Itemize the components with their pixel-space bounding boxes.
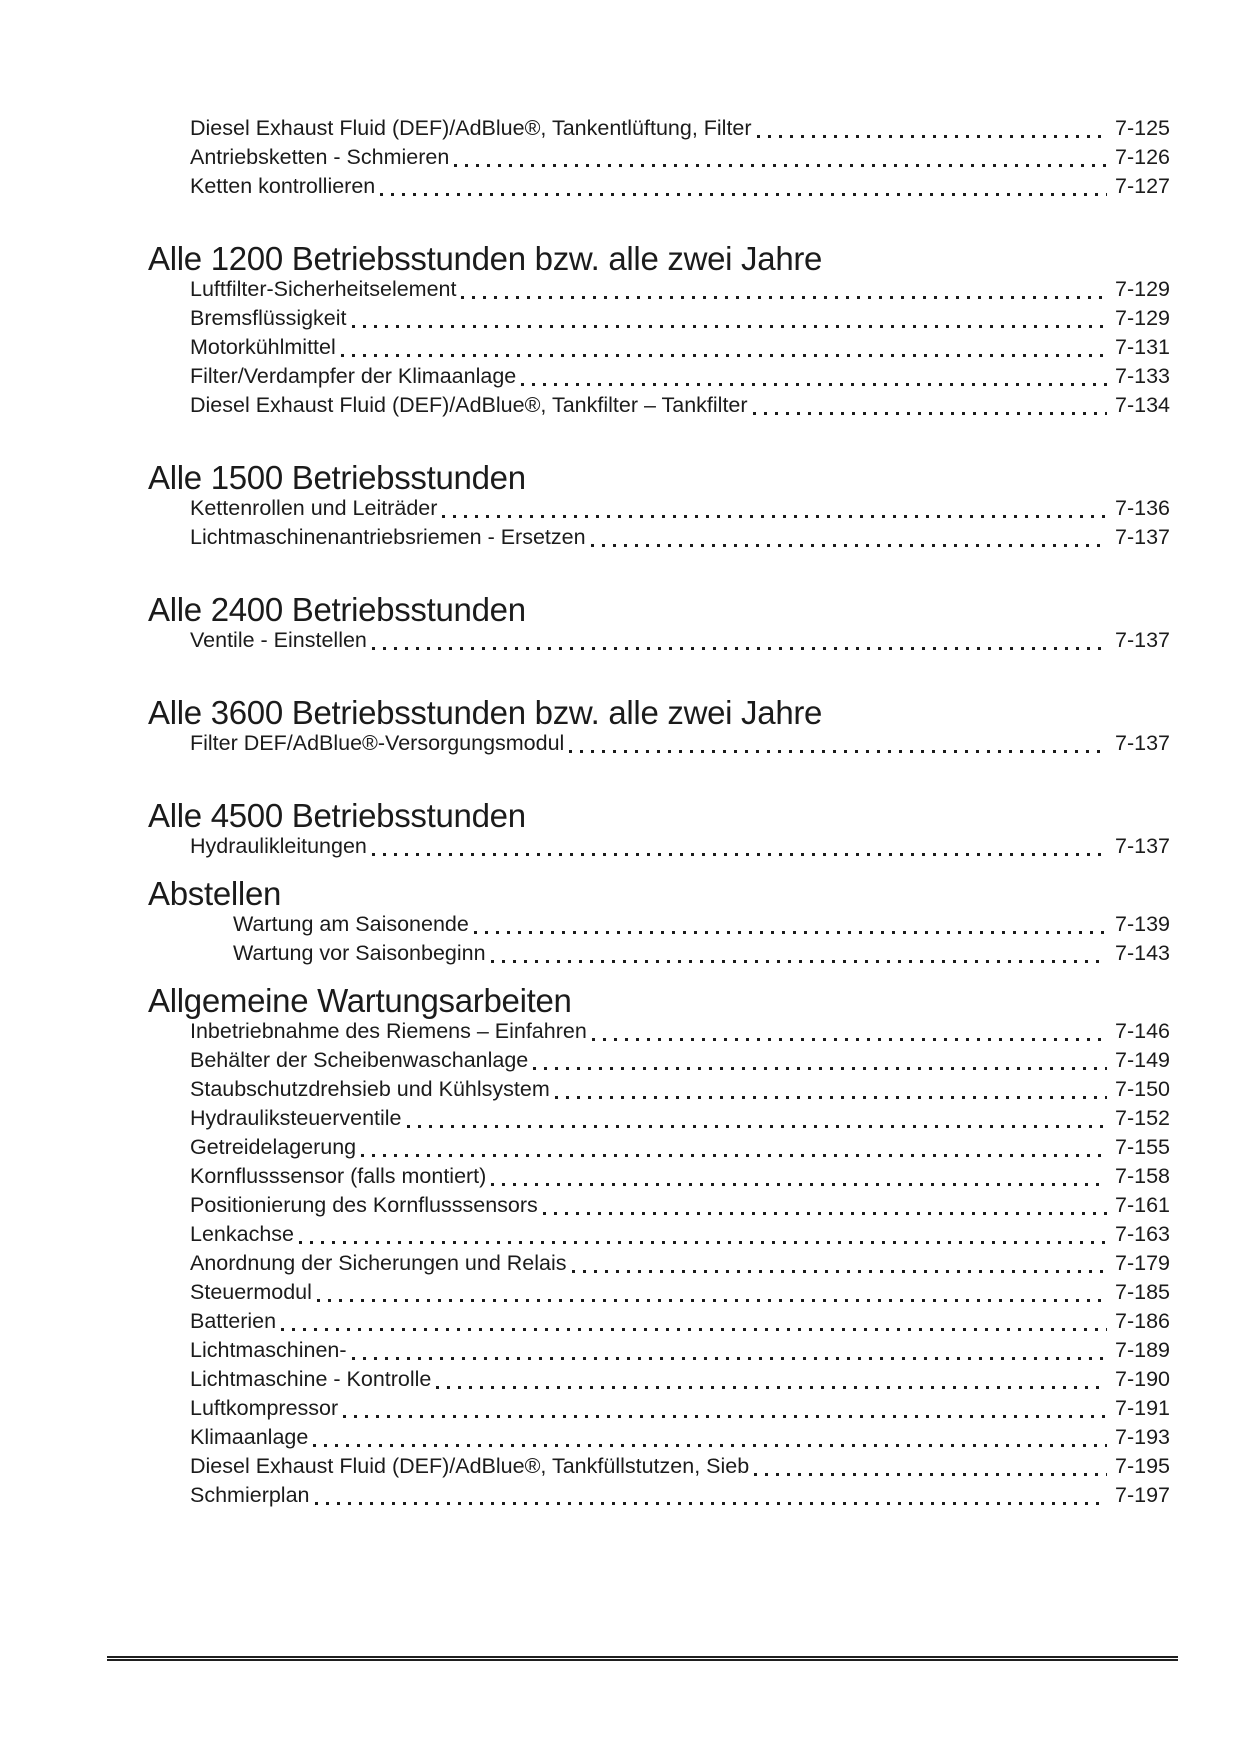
toc-entry-page: 7-197 <box>1115 1483 1170 1507</box>
toc-entry <box>148 1104 1170 1133</box>
toc-entry-page: 7-149 <box>1115 1048 1170 1072</box>
toc-entry <box>148 1249 1170 1278</box>
dot-leader <box>757 114 1107 143</box>
toc-entry <box>148 1336 1170 1365</box>
dot-leader <box>461 275 1107 304</box>
toc-entry-page: 7-127 <box>1115 174 1170 198</box>
dot-leader <box>317 1278 1107 1307</box>
dot-leader <box>591 523 1107 552</box>
dot-leader <box>474 910 1107 939</box>
dot-leader <box>543 1191 1107 1220</box>
dot-leader <box>372 832 1107 861</box>
toc-entry <box>148 172 1170 201</box>
toc-section-heading: Alle 1500 Betriebsstunden <box>148 459 526 496</box>
toc-entry <box>148 523 1170 552</box>
toc-entry-label: Staubschutzdrehsieb und Kühlsystem <box>190 1077 550 1101</box>
toc-entry-label: Getreidelagerung <box>190 1135 357 1159</box>
toc-entry-page: 7-137 <box>1115 628 1170 652</box>
toc-entry <box>148 729 1170 758</box>
toc-entry <box>148 304 1170 333</box>
toc-section <box>148 799 1170 861</box>
toc-entry <box>148 114 1170 143</box>
toc-entry-page: 7-139 <box>1115 912 1170 936</box>
toc-entry-page: 7-125 <box>1115 116 1170 140</box>
toc-entry <box>148 1046 1170 1075</box>
dot-leader <box>442 494 1107 523</box>
toc-entry-label: Diesel Exhaust Fluid (DEF)/AdBlue®, Tankfüllstutzen, Sieb <box>190 1454 750 1478</box>
toc-entry-label: Inbetriebnahme des Riemens – Einfahren <box>190 1019 587 1043</box>
toc-section-heading: Alle 1200 Betriebsstunden bzw. alle zwei Jahre <box>148 240 823 277</box>
toc-entry-label: Positionierung des Kornflusssensors <box>190 1193 538 1217</box>
toc-entry-label: Lichtmaschine - Kontrolle <box>190 1367 432 1391</box>
toc-entry <box>148 939 1170 968</box>
toc-section-heading: Abstellen <box>148 875 282 912</box>
dot-leader <box>521 362 1107 391</box>
toc-entry <box>148 1133 1170 1162</box>
dot-leader <box>299 1220 1107 1249</box>
toc-entry <box>148 1162 1170 1191</box>
toc-entry-page: 7-179 <box>1115 1251 1170 1275</box>
toc-section-heading: Alle 4500 Betriebsstunden <box>148 797 526 834</box>
dot-leader <box>533 1046 1107 1075</box>
toc-section <box>148 984 1170 1510</box>
toc-entry <box>148 626 1170 655</box>
toc-entry-page: 7-150 <box>1115 1077 1170 1101</box>
dot-leader <box>281 1307 1107 1336</box>
toc-entry-page: 7-193 <box>1115 1425 1170 1449</box>
toc-entry <box>148 1307 1170 1336</box>
toc-entry-page: 7-143 <box>1115 941 1170 965</box>
toc-entry-page: 7-129 <box>1115 306 1170 330</box>
toc-entry-label: Filter/Verdampfer der Klimaanlage <box>190 364 517 388</box>
toc-entry <box>148 832 1170 861</box>
toc-entry <box>148 1191 1170 1220</box>
toc-entry-label: Motorkühlmittel <box>190 335 336 359</box>
toc-entry-page: 7-131 <box>1115 335 1170 359</box>
toc-entry-page: 7-137 <box>1115 731 1170 755</box>
toc-entry-page: 7-191 <box>1115 1396 1170 1420</box>
toc-entry-page: 7-133 <box>1115 364 1170 388</box>
toc-entry-page: 7-195 <box>1115 1454 1170 1478</box>
toc-entry-page: 7-185 <box>1115 1280 1170 1304</box>
toc-entry <box>148 1278 1170 1307</box>
toc-entry-page: 7-158 <box>1115 1164 1170 1188</box>
dot-leader <box>753 391 1107 420</box>
toc-entry-label: Behälter der Scheibenwaschanlage <box>190 1048 529 1072</box>
dot-leader <box>407 1104 1107 1133</box>
toc-entry-label: Ventile - Einstellen <box>190 628 367 652</box>
toc-entry-page: 7-129 <box>1115 277 1170 301</box>
toc-entry-label: Lichtmaschinen- <box>190 1338 347 1362</box>
toc-entry <box>148 1017 1170 1046</box>
toc-entry-label: Klimaanlage <box>190 1425 309 1449</box>
toc-section <box>148 242 1170 420</box>
dot-leader <box>315 1481 1108 1510</box>
toc-entry-label: Luftfilter-Sicherheitselement <box>190 277 457 301</box>
toc-entry-page: 7-146 <box>1115 1019 1170 1043</box>
toc-entry-label: Kettenrollen und Leiträder <box>190 496 438 520</box>
toc-section-heading: Allgemeine Wartungsarbeiten <box>148 982 572 1019</box>
dot-leader <box>352 1336 1107 1365</box>
dot-leader <box>372 626 1107 655</box>
toc-entry-label: Kornflusssensor (falls montiert) <box>190 1164 487 1188</box>
toc-entry <box>148 333 1170 362</box>
dot-leader <box>341 333 1107 362</box>
dot-leader <box>361 1133 1107 1162</box>
dot-leader <box>313 1423 1107 1452</box>
toc-entry-label: Schmierplan <box>190 1483 310 1507</box>
toc-section-heading: Alle 2400 Betriebsstunden <box>148 591 526 628</box>
toc-entry-label: Steuermodul <box>190 1280 312 1304</box>
toc-section <box>148 461 1170 552</box>
toc-entry <box>148 1365 1170 1394</box>
toc-entry-page: 7-190 <box>1115 1367 1170 1391</box>
toc-entry-label: Wartung am Saisonende <box>233 912 469 936</box>
toc-entry-label: Luftkompressor <box>190 1396 339 1420</box>
dot-leader <box>592 1017 1107 1046</box>
dot-leader <box>754 1452 1107 1481</box>
toc-section-heading: Alle 3600 Betriebsstunden bzw. alle zwei Jahre <box>148 694 823 731</box>
toc-entry <box>148 362 1170 391</box>
toc-entry-label: Hydraulikleitungen <box>190 834 367 858</box>
toc-entry-page: 7-137 <box>1115 525 1170 549</box>
toc-entry-label: Lichtmaschinenantriebsriemen - Ersetzen <box>190 525 586 549</box>
toc-section <box>148 696 1170 758</box>
toc-section <box>148 877 1170 968</box>
toc-entry-label: Wartung vor Saisonbeginn <box>233 941 486 965</box>
toc-entry <box>148 910 1170 939</box>
toc-entry <box>148 391 1170 420</box>
toc-entry-page: 7-186 <box>1115 1309 1170 1333</box>
toc-entry <box>148 1452 1170 1481</box>
toc-entry-label: Antriebsketten - Schmieren <box>190 145 450 169</box>
toc-entry <box>148 1481 1170 1510</box>
toc-entry-label: Ketten kontrollieren <box>190 174 376 198</box>
toc-entry-page: 7-163 <box>1115 1222 1170 1246</box>
dot-leader <box>572 1249 1107 1278</box>
toc-entry-label: Hydrauliksteuerventile <box>190 1106 402 1130</box>
toc-entry <box>148 275 1170 304</box>
toc-entry-page: 7-155 <box>1115 1135 1170 1159</box>
footer-rule <box>107 1656 1178 1661</box>
toc-entry-page: 7-161 <box>1115 1193 1170 1217</box>
toc-entry-page: 7-126 <box>1115 145 1170 169</box>
toc-entry-label: Bremsflüssigkeit <box>190 306 347 330</box>
toc-entry-label: Lenkachse <box>190 1222 294 1246</box>
dot-leader <box>436 1365 1107 1394</box>
dot-leader <box>491 1162 1107 1191</box>
toc-entry <box>148 494 1170 523</box>
toc-entry-label: Diesel Exhaust Fluid (DEF)/AdBlue®, Tankfilter – Tankfilter <box>190 393 748 417</box>
dot-leader <box>555 1075 1107 1104</box>
toc-entry-page: 7-137 <box>1115 834 1170 858</box>
toc-entry-page: 7-136 <box>1115 496 1170 520</box>
toc-section <box>148 593 1170 655</box>
toc-entry <box>148 1394 1170 1423</box>
toc-entry-label: Batterien <box>190 1309 277 1333</box>
toc-entry-label: Filter DEF/AdBlue®-Versorgungsmodul <box>190 731 565 755</box>
toc <box>148 114 1170 1510</box>
dot-leader <box>569 729 1107 758</box>
toc-entry-label: Anordnung der Sicherungen und Relais <box>190 1251 567 1275</box>
dot-leader <box>343 1394 1107 1423</box>
toc-entry <box>148 143 1170 172</box>
toc-entry <box>148 1423 1170 1452</box>
toc-entry <box>148 1075 1170 1104</box>
dot-leader <box>352 304 1107 333</box>
toc-entry-page: 7-189 <box>1115 1338 1170 1362</box>
toc-section <box>148 114 1170 201</box>
toc-entry-page: 7-152 <box>1115 1106 1170 1130</box>
toc-entry-page: 7-134 <box>1115 393 1170 417</box>
dot-leader <box>380 172 1107 201</box>
dot-leader <box>491 939 1107 968</box>
toc-entry-label: Diesel Exhaust Fluid (DEF)/AdBlue®, Tankentlüftung, Filter <box>190 116 752 140</box>
dot-leader <box>454 143 1107 172</box>
toc-entry <box>148 1220 1170 1249</box>
